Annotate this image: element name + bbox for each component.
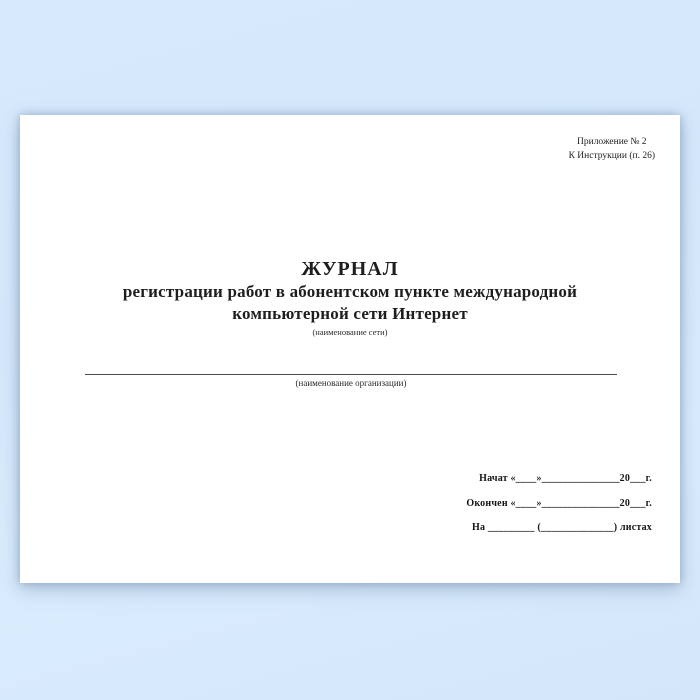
fields-block — [466, 467, 652, 541]
field-started: Начат «____»_______________20___г. — [479, 473, 652, 484]
field-finished: Окончен «____»_______________20___г. — [466, 497, 652, 509]
appendix-annotation — [569, 135, 655, 163]
organization-caption: (наименование организации) — [295, 378, 407, 388]
organization-block — [85, 349, 617, 388]
network-name-caption: (наименование сети) — [312, 327, 388, 337]
journal-cover-page — [20, 115, 680, 583]
journal-subtitle-line-2: компьютерной сети Интернет — [232, 304, 468, 323]
field-sheets: На _________ (______________) листах — [472, 522, 652, 533]
journal-subtitle-line-1: регистрации работ в абонентском пункте международной — [122, 282, 578, 301]
title-block — [20, 258, 680, 337]
annotation-line-1: Приложение № 2 — [577, 137, 647, 147]
organization-blank-line — [85, 349, 617, 375]
annotation-line-2: К Инструкции (п. 26) — [568, 151, 655, 161]
journal-title: ЖУРНАЛ — [301, 258, 399, 280]
